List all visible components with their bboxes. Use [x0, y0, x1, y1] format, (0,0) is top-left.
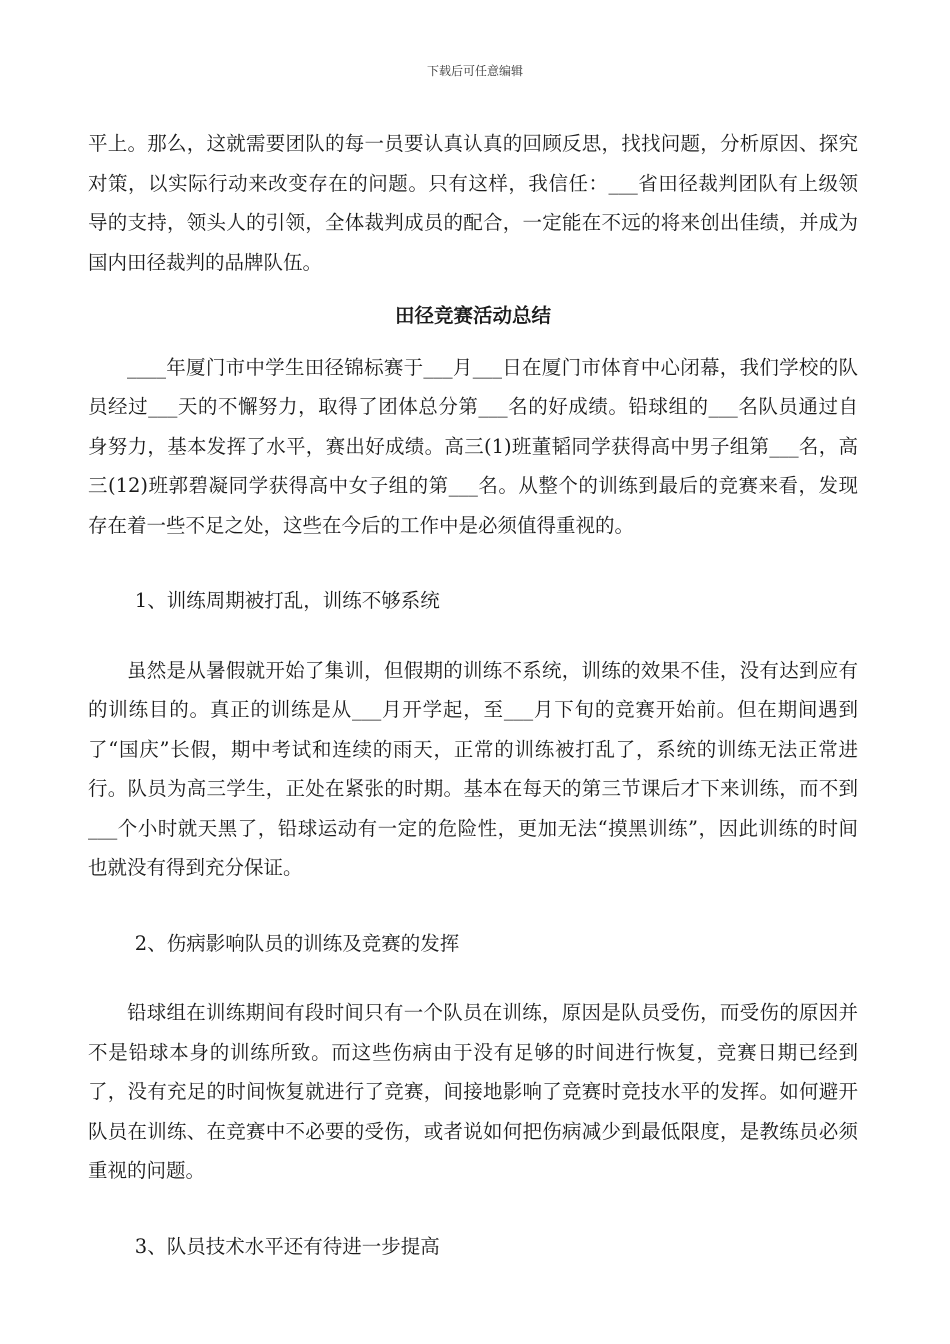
section-heading-3: 3、队员技术水平还有待进一步提高 — [134, 1234, 440, 1258]
page-header-note: 下载后可任意编辑 — [426, 64, 523, 78]
intro-paragraph: 平上。那么，这就需要团队的每一员要认真认真的回顾反思，找找问题，分析原因、探究对策，以实际行动来改变存在的问题。只有这样，我信任：___省田径裁判团队有上级领导的支持，领头人的引领，全体裁判成员的配合，一定能在不远的将来创出佳绩，并成为国内田径裁判的品牌队伍。 — [88, 132, 858, 274]
document-title: 田径竞赛活动总结 — [394, 304, 551, 327]
paragraph-injury: 铅球组在训练期间有段时间只有一个队员在训练，原因是队员受伤，而受伤的原因并不是铅球本身的训练所致。而这些伤病由于没有足够的时间进行恢复，竞赛日期已经到了，没有充足的时间恢复就进行了竞赛，间接地影响了竞赛时竞技水平的发挥。如何避开队员在训练、在竞赛中不必要的受伤，或者说如何把伤病减少到最低限度，是教练员必须重视的问题。 — [88, 1001, 858, 1182]
section-heading-1: 1、训练周期被打乱，训练不够系统 — [134, 589, 440, 612]
paragraph-training: 虽然是从暑假就开始了集训，但假期的训练不系统，训练的效果不佳，没有达到应有的训练目的。真正的训练是从___月开学起，至___月下旬的竞赛开始前。但在期间遇到了“国庆”长假，期中考试和连续的雨天，正常的训练被打乱了，系统的训练无法正常进行。队员为高三学生，正处在紧张的时期。基本在每天的第三节课后才下来训练，而不到___个小时就天黑了，铅球运动有一定的危险性，更加无法“摸黑训练”，因此训练的时间也就没有得到充分保证。 — [88, 658, 858, 879]
paragraph-summary: ____年厦门市中学生田径锦标赛于___月___日在厦门市体育中心闭幕，我们学校的队员经过___天的不懈努力，取得了团体总分第___名的好成绩。铅球组的___名队员通过自身努力，基本发挥了水平，赛出好成绩。高三(1)班董韬同学获得高中男子组第___名，高三(12)班郭碧凝同学获得高中女子组的第___名。从整个的训练到最后的竞赛来看，发现存在着一些不足之处，这些在今后的工作中是必须值得重视的。 — [88, 355, 858, 537]
section-heading-2: 2、伤病影响队员的训练及竞赛的发挥 — [134, 931, 460, 955]
document-body — [88, 124, 858, 1266]
